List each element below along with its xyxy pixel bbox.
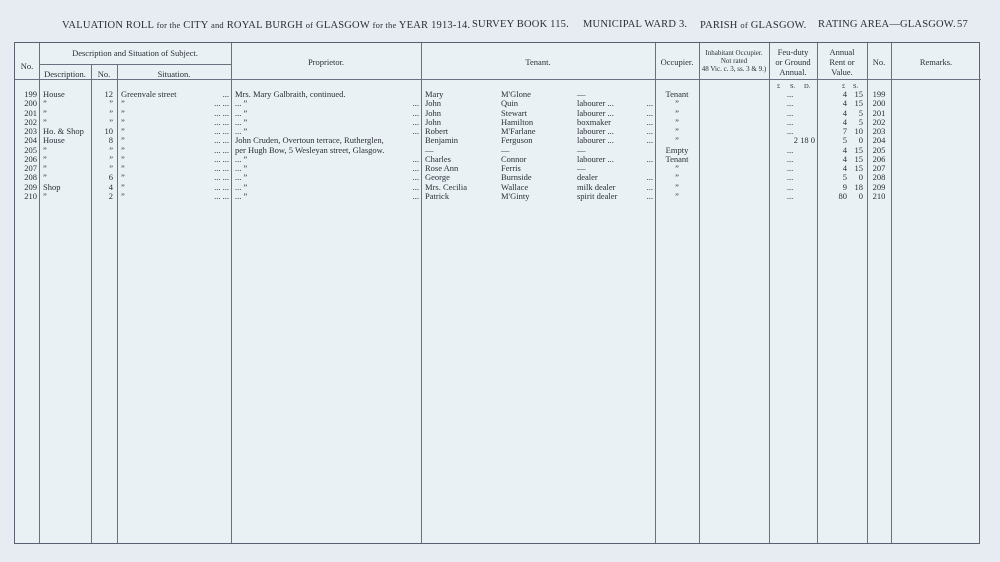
parish-part: GLASGOW. [750, 20, 807, 31]
unit-pence: D. [804, 83, 811, 90]
cell-rent-l: 4 [842, 163, 847, 173]
cell-situation: ” [121, 107, 125, 118]
cell-occ-dots: ... [646, 107, 653, 118]
roll-title [62, 18, 470, 32]
cell-prop-dots: ... [412, 190, 419, 201]
column-rule [699, 43, 700, 543]
cell-first: John [425, 98, 442, 109]
cell-desc: ” [43, 107, 47, 118]
cell-situation: ” [121, 126, 125, 136]
title-part: CITY [183, 20, 209, 31]
title-part: ROYAL BURGH [226, 20, 303, 31]
cell-num: ” [109, 98, 113, 109]
cell-occupation: — [577, 144, 586, 155]
cell-no2: 208 [872, 172, 886, 183]
cell-situation: Greenvale street [121, 89, 177, 99]
cell-occupation: labourer ... [577, 126, 614, 136]
col-occupier: Occupier. [660, 57, 694, 67]
cell-sit-dots: ... ... [214, 190, 229, 201]
cell-sit-dots: ... ... [214, 135, 229, 146]
cell-desc: ” [43, 190, 47, 201]
cell-no: 201 [24, 107, 37, 118]
cell-no2: 206 [872, 153, 886, 164]
cell-feu-dots: ... [786, 163, 794, 173]
column-rule [39, 43, 40, 543]
cell-first: Rose Ann [425, 163, 459, 173]
cell-prop-dots: ... [412, 181, 419, 192]
cell-occ-dots: ... [646, 172, 653, 183]
cell-sit-dots: ... ... [214, 116, 229, 127]
cell-situation: ” [121, 172, 125, 183]
cell-situation: ” [121, 135, 125, 146]
header-rule [15, 79, 981, 80]
cell-last: Connor [501, 153, 527, 164]
cell-feu-dots: ... [786, 153, 794, 164]
cell-proprietor: ... ” [235, 190, 248, 201]
cell-rent-l: 80 [838, 190, 847, 201]
cell-num: ” [109, 163, 113, 173]
cell-proprietor: ... ” [235, 153, 248, 164]
col-number: No. [97, 69, 111, 79]
cell-desc: ” [43, 116, 47, 127]
cell-situation: ” [121, 153, 125, 164]
col-rent-line: Rent or [829, 57, 855, 67]
cell-rent-s: 15 [854, 89, 863, 99]
col-no: No. [20, 61, 34, 71]
cell-num: ” [109, 153, 113, 164]
cell-desc: ” [43, 172, 47, 183]
cell-rent-s: 15 [854, 153, 863, 164]
cell-prop-dots: ... [412, 107, 419, 118]
cell-desc: Shop [43, 181, 61, 192]
cell-rent-l: 4 [842, 98, 847, 109]
cell-last: Ferguson [501, 135, 533, 146]
cell-no2: 205 [872, 144, 886, 155]
cell-occupier: ” [675, 135, 679, 146]
cell-occupier: ” [675, 126, 679, 136]
cell-proprietor: ... ” [235, 181, 248, 192]
cell-occupier: ” [675, 98, 679, 109]
title-part: and [211, 20, 224, 30]
cell-proprietor: John Cruden, Overtoun terrace, Rutherglen, [235, 135, 384, 146]
cell-desc: ” [43, 153, 47, 164]
cell-occupation: boxmaker [577, 116, 611, 127]
cell-first: Mary [425, 89, 444, 99]
cell-feu-dots: ... [786, 98, 794, 109]
cell-no2: 204 [872, 135, 886, 146]
cell-prop-dots: ... [412, 163, 419, 173]
cell-occupier: Empty [665, 144, 689, 155]
parish-part: of [740, 20, 748, 30]
cell-feu-dots: ... [786, 172, 794, 183]
cell-occupation: labourer ... [577, 107, 614, 118]
cell-occupier: ” [675, 172, 679, 183]
cell-occupation: — [577, 89, 586, 99]
cell-prop-dots: ... [412, 172, 419, 183]
col-annual-rent [817, 47, 867, 77]
cell-feu-dots: ... [786, 126, 794, 136]
cell-no2: 202 [872, 116, 886, 127]
cell-occ-dots: ... [646, 98, 653, 109]
unit-pounds: £ [842, 83, 846, 90]
cell-feu-dots: ... [786, 116, 794, 127]
cell-first: Robert [425, 126, 449, 136]
col-feu-line: or Ground [775, 57, 811, 67]
cell-rent-l: 5 [842, 135, 847, 146]
cell-rent-s: 0 [858, 172, 863, 183]
cell-occupation: — [577, 163, 586, 173]
cell-last: Stewart [501, 107, 527, 118]
cell-last: Quin [501, 98, 518, 109]
cell-no: 207 [24, 163, 37, 173]
cell-rent-s: 0 [858, 190, 863, 201]
cell-proprietor: ... ” [235, 107, 248, 118]
cell-no: 205 [24, 144, 37, 155]
cell-last: Hamilton [501, 116, 534, 127]
cell-rent-l: 5 [842, 172, 847, 183]
cell-rent-s: 5 [858, 107, 863, 118]
column-rule [231, 43, 232, 543]
cell-proprietor: ... ” [235, 163, 248, 173]
rating-area: RATING AREA—GLASGOW. [818, 19, 956, 30]
cell-desc: Ho. & Shop [43, 126, 84, 136]
cell-occupier: ” [675, 116, 679, 127]
col-no-right: No. [872, 57, 886, 67]
cell-situation: ” [121, 144, 125, 155]
cell-rent-s: 15 [854, 144, 863, 155]
cell-num: 8 [108, 135, 113, 146]
column-rule [891, 43, 892, 543]
column-rule [769, 43, 770, 543]
cell-last: Ferris [501, 163, 521, 173]
cell-occ-dots: ... [646, 181, 653, 192]
col-tenant: Tenant. [525, 57, 551, 67]
group-rule [39, 64, 231, 65]
cell-no: 199 [24, 89, 37, 99]
cell-sit-dots: ... ... [214, 153, 229, 164]
col-rent-line: Value. [831, 67, 853, 77]
col-inhabitant-occupier [699, 49, 769, 73]
cell-situation: ” [121, 190, 125, 201]
cell-first: Charles [425, 153, 451, 164]
cell-num: ” [109, 107, 113, 118]
cell-occupier: Tenant [665, 89, 689, 99]
title-part: GLASGOW [316, 20, 370, 31]
cell-last: M'Farlane [501, 126, 536, 136]
col-feu-line: Feu-duty [777, 47, 809, 57]
cell-proprietor: ... ” [235, 98, 248, 109]
cell-first: John [425, 116, 442, 127]
cell-last: M'Ginty [501, 190, 530, 201]
cell-no2: 203 [872, 126, 886, 136]
cell-no2: 200 [872, 98, 886, 109]
unit-shillings: S. [853, 83, 859, 90]
col-description-group: Description and Situation of Subject. [72, 48, 198, 58]
cell-rent-l: 7 [842, 126, 847, 136]
cell-rent-l: 4 [842, 153, 847, 164]
cell-occupier: ” [675, 190, 679, 201]
cell-first: — [425, 144, 434, 155]
cell-first: John [425, 107, 442, 118]
cell-no: 210 [24, 190, 37, 201]
cell-no: 204 [24, 135, 37, 146]
cell-rent-s: 0 [858, 135, 863, 146]
column-rule [817, 43, 818, 543]
col-inhabitant-line: Not rated [720, 57, 748, 65]
page-number: 57 [957, 19, 968, 30]
cell-occupier: ” [675, 163, 679, 173]
cell-occupation: labourer ... [577, 135, 614, 146]
cell-feu-dots: ... [786, 144, 794, 155]
col-proprietor: Proprietor. [307, 57, 345, 67]
cell-no: 206 [24, 153, 37, 164]
cell-situation: ” [121, 163, 125, 173]
cell-sit-dots: ... ... [214, 172, 229, 183]
cell-occupier: ” [675, 107, 679, 118]
cell-first: Benjamin [425, 135, 459, 146]
cell-prop-dots: ... [412, 116, 419, 127]
cell-first: Mrs. Cecilia [425, 181, 468, 192]
cell-prop-dots: ... [412, 98, 419, 109]
cell-situation: ” [121, 181, 125, 192]
cell-feu-dots: ... [786, 190, 794, 201]
cell-no: 203 [24, 126, 37, 136]
cell-no: 200 [24, 98, 37, 109]
cell-no: 209 [24, 181, 37, 192]
cell-no: 202 [24, 116, 37, 127]
cell-no: 208 [24, 172, 37, 183]
cell-sit-dots: ... [222, 89, 229, 99]
cell-rent-l: 4 [842, 116, 847, 127]
col-rent-line: Annual [829, 47, 855, 57]
cell-rent-l: 4 [842, 144, 847, 155]
cell-no2: 199 [872, 89, 886, 99]
cell-occ-dots: ... [646, 116, 653, 127]
title-part: YEAR 1913-14. [398, 20, 471, 31]
cell-occ-dots: ... [646, 126, 653, 136]
col-feu-line: Annual. [779, 67, 807, 77]
col-remarks: Remarks. [919, 57, 953, 67]
cell-num: 6 [108, 172, 113, 183]
cell-desc: ” [43, 98, 47, 109]
title-part: of [305, 20, 314, 30]
cell-occupation: spirit dealer [577, 190, 618, 201]
cell-no2: 207 [872, 163, 886, 173]
cell-last: M'Glone [501, 89, 531, 99]
roll-table [14, 42, 980, 544]
cell-feu: 2 18 0 [793, 135, 815, 146]
cell-feu-dots: ... [786, 107, 794, 118]
cell-last: Wallace [501, 181, 529, 192]
col-inhabitant-line: Inhabitant Occupier. [705, 49, 763, 57]
cell-sit-dots: ... ... [214, 181, 229, 192]
unit-shillings: S. [790, 83, 796, 90]
parish-part: PARISH [700, 20, 738, 31]
cell-rent-s: 5 [858, 116, 863, 127]
cell-num: 4 [108, 181, 113, 192]
parish [700, 18, 807, 32]
cell-occ-dots: ... [646, 135, 653, 146]
cell-sit-dots: ... ... [214, 163, 229, 173]
cell-occupation: milk dealer [577, 181, 616, 192]
cell-last: Burnside [501, 172, 532, 183]
cell-proprietor: ... ” [235, 116, 248, 127]
cell-proprietor: ... ” [235, 172, 248, 183]
cell-feu-dots: ... [786, 89, 794, 99]
cell-rent-s: 18 [854, 181, 863, 192]
column-rule [91, 65, 92, 543]
cell-feu-dots: ... [786, 181, 794, 192]
cell-first: George [425, 172, 450, 183]
cell-sit-dots: ... ... [214, 98, 229, 109]
cell-desc: House [43, 135, 65, 146]
survey-book: SURVEY BOOK 115. [472, 19, 569, 30]
cell-sit-dots: ... ... [214, 126, 229, 136]
cell-proprietor: Mrs. Mary Galbraith, continued. [235, 89, 346, 99]
col-description: Description. [44, 69, 86, 79]
cell-sit-dots: ... ... [214, 144, 229, 155]
cell-occ-dots: ... [646, 190, 653, 201]
cell-rent-s: 10 [854, 126, 863, 136]
col-feu-duty [769, 47, 817, 77]
cell-occ-dots: ... [646, 153, 653, 164]
cell-num: 10 [104, 126, 113, 136]
cell-prop-dots: ... [412, 126, 419, 136]
cell-num: 2 [108, 190, 113, 201]
cell-desc: House [43, 89, 65, 99]
cell-no2: 210 [872, 190, 886, 201]
cell-rent-l: 4 [842, 107, 847, 118]
title-part: for the [156, 20, 181, 30]
cell-occupation: labourer ... [577, 153, 614, 164]
cell-proprietor: ... ” [235, 126, 248, 136]
cell-first: Patrick [425, 190, 450, 201]
cell-no2: 201 [872, 107, 886, 118]
cell-rent-s: 15 [854, 163, 863, 173]
cell-no2: 209 [872, 181, 886, 192]
cell-rent-l: 4 [842, 89, 847, 99]
cell-num: ” [109, 144, 113, 155]
cell-situation: ” [121, 98, 125, 109]
cell-rent-s: 15 [854, 98, 863, 109]
col-situation: Situation. [157, 69, 191, 79]
cell-prop-dots: ... [412, 153, 419, 164]
cell-last: — [501, 144, 510, 155]
cell-num: ” [109, 116, 113, 127]
cell-occupier: ” [675, 181, 679, 192]
unit-pounds: £ [777, 83, 781, 90]
cell-desc: ” [43, 163, 47, 173]
column-rule [421, 43, 422, 543]
cell-proprietor: per Hugh Bow, 5 Wesleyan street, Glasgow. [235, 144, 385, 155]
cell-num: 12 [104, 89, 113, 99]
title-part: VALUATION ROLL [62, 20, 154, 31]
cell-desc: ” [43, 144, 47, 155]
cell-situation: ” [121, 116, 125, 127]
cell-sit-dots: ... ... [214, 107, 229, 118]
cell-occupation: labourer ... [577, 98, 614, 109]
cell-occupation: dealer [577, 172, 598, 183]
cell-rent-l: 9 [842, 181, 847, 192]
column-rule [117, 65, 118, 543]
col-inhabitant-line: 48 Vic. c. 3, ss. 3 & 9.) [701, 65, 767, 73]
municipal-ward: MUNICIPAL WARD 3. [583, 19, 688, 30]
title-part: for the [372, 20, 397, 30]
cell-occupier: Tenant [665, 153, 689, 164]
